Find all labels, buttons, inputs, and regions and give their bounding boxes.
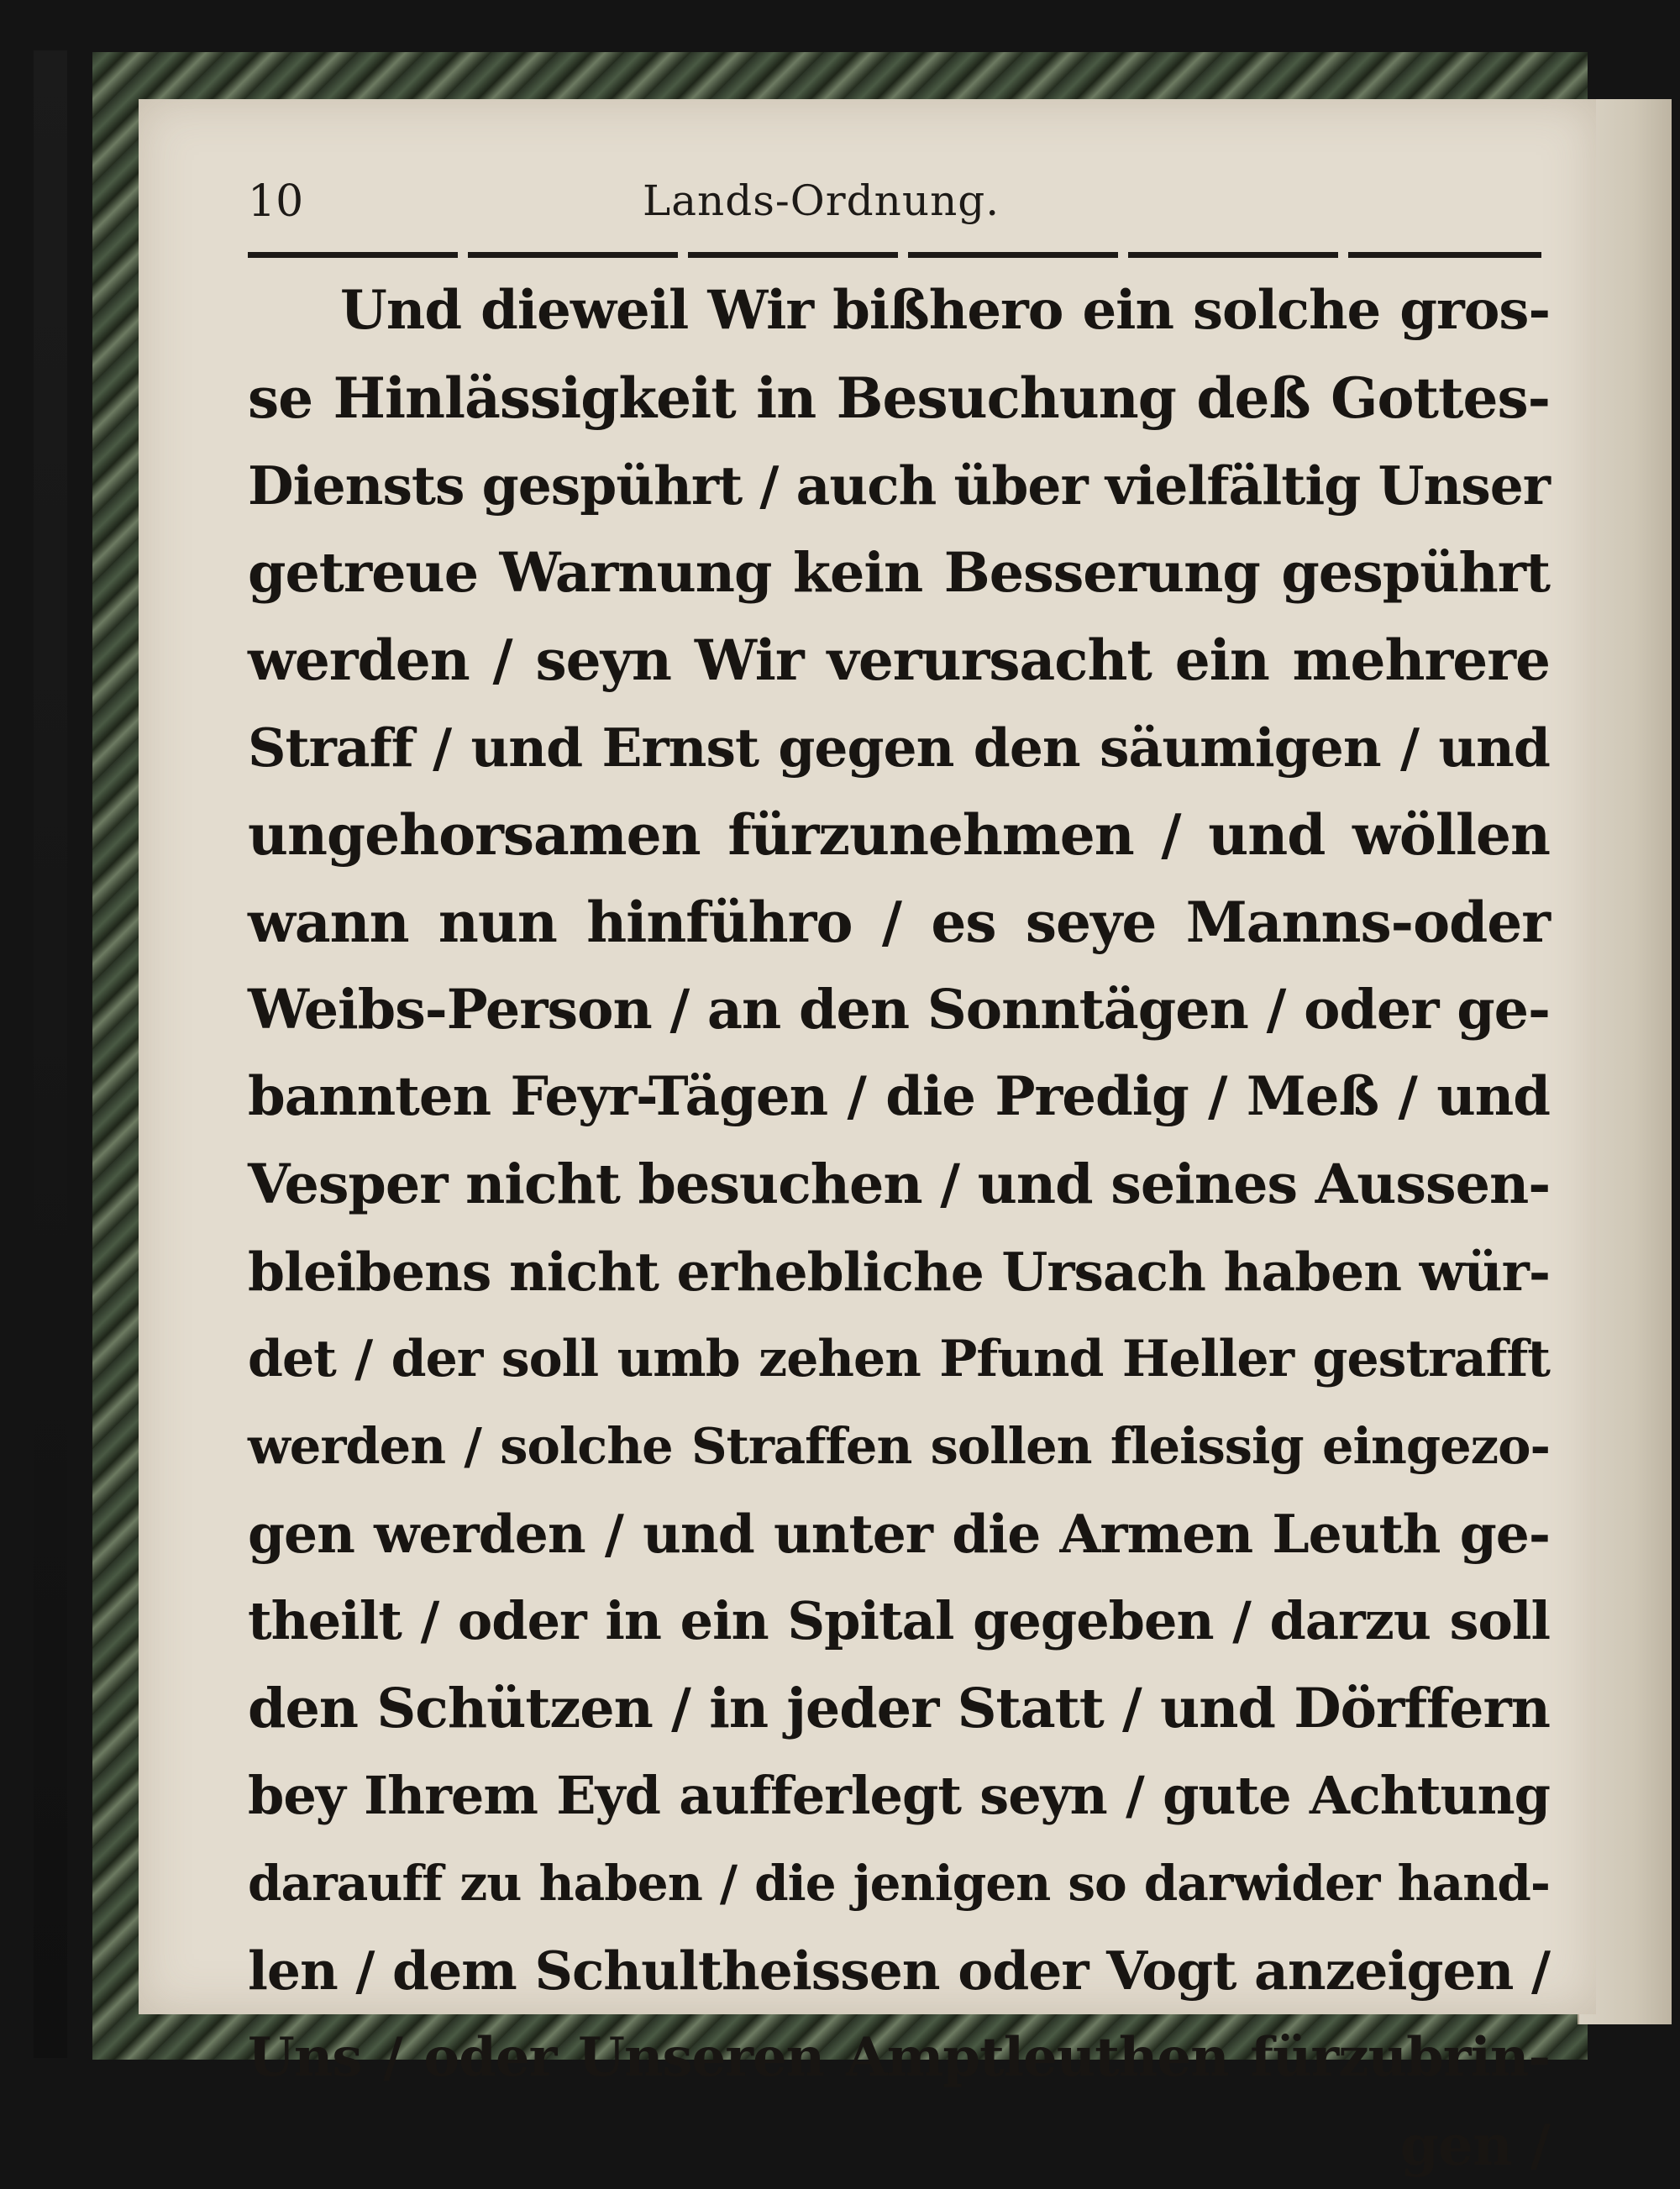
text-line: Und dieweil Wir bißhero ein solche gros-	[340, 279, 1550, 342]
text-line: Weibs-Person / an den Sonntägen / oder ge-	[248, 978, 1550, 1042]
text-line: Uns / oder Unseren Amptleuthen fürzubrin-	[248, 2026, 1550, 2089]
text-line: bannten Feyr-Tägen / die Predig / Meß / und	[248, 1065, 1550, 1128]
book-page	[139, 99, 1596, 2178]
text-line: bleibens nicht erhebliche Ursach haben wür-	[248, 1241, 1550, 1303]
running-head-title: Lands-Ordnung.	[643, 176, 1000, 225]
text-line: len / dem Schultheissen oder Vogt anzeigen /	[248, 1940, 1550, 2002]
text-line: bey Ihrem Eyd aufferlegt seyn / gute Achtung	[248, 1765, 1550, 1826]
text-line: se Hinlässigkeit in Besuchung deß Gottes-	[248, 365, 1550, 431]
text-line: Diensts gespührt / auch über vielfältig Unser	[248, 454, 1550, 517]
text-line: ungehorsamen fürzunehmen / und wöllen	[248, 802, 1550, 868]
text-line: wann nun hinführo / es seye Manns-oder	[248, 890, 1550, 955]
text-line: getreue Warnung kein Besserung gespührt	[248, 541, 1550, 605]
body-text	[248, 267, 1550, 2189]
text-line: Vesper nicht besuchen / und seines Aussen-	[248, 1152, 1551, 1216]
text-line: werden / seyn Wir verursacht ein mehrere	[248, 627, 1550, 693]
running-head	[139, 176, 1596, 244]
text-line: darauff zu haben / die jenigen so darwider hand-	[248, 1855, 1550, 1912]
text-line: gen werden / und unter die Armen Leuth ge-	[248, 1503, 1550, 1565]
page-number: 10	[248, 176, 304, 227]
book-spine	[34, 50, 67, 2058]
text-line: Straff / und Ernst gegen den säumigen / und	[248, 717, 1550, 779]
text-line: det / der soll umb zehen Pfund Heller gestrafft	[248, 1330, 1550, 1388]
header-rule	[248, 252, 1541, 258]
text-line: theilt / oder in ein Spital gegeben / darzu soll	[248, 1590, 1550, 1651]
text-line: den Schützen / in jeder Statt / und Dörffern	[248, 1677, 1550, 1740]
catchword-line: gen /	[1399, 2113, 1550, 2178]
text-line: werden / solche Straffen sollen fleissig eingezo-	[248, 1417, 1550, 1475]
